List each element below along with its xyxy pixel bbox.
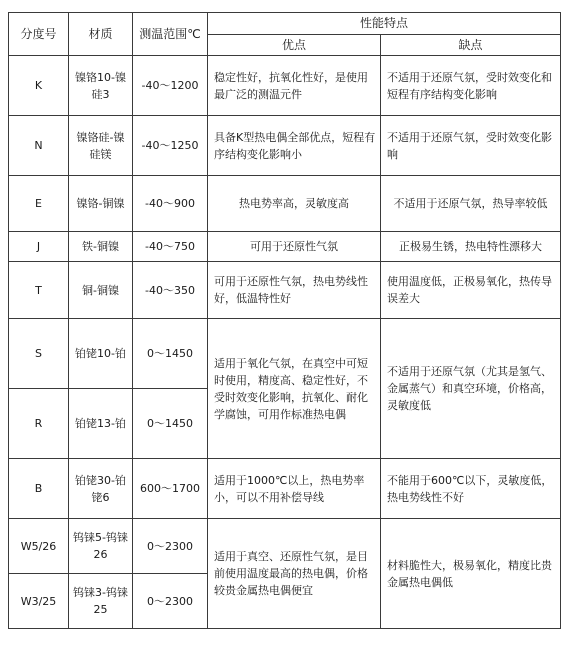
advantages-cell: 可用于还原性气氛 [208,232,381,262]
header-grade: 分度号 [9,13,69,56]
grade-cell: W5/26 [9,519,69,574]
material-cell: 钨铼3-钨铼25 [69,574,133,629]
header-disadvantages: 缺点 [381,35,561,56]
table-row [9,116,561,176]
grade-cell: E [9,176,69,232]
advantages-cell: 稳定性好，抗氧化性好，是使用最广泛的测温元件 [208,56,381,116]
range-cell: 0～2300 [133,574,208,629]
grade-cell: B [9,459,69,519]
disadvantages-cell: 使用温度低，正极易氧化，热传导误差大 [381,262,561,319]
table-row [9,232,561,262]
grade-cell: N [9,116,69,176]
table-row [9,56,561,116]
range-cell: -40～1200 [133,56,208,116]
material-cell: 铂铑10-铂 [69,319,133,389]
disadvantages-cell: 不适用于还原气氛，受时效变化和短程有序结构变化影响 [381,56,561,116]
header-advantages: 优点 [208,35,381,56]
advantages-cell: 具备K型热电偶全部优点，短程有序结构变化影响小 [208,116,381,176]
material-cell: 钨铼5-钨铼26 [69,519,133,574]
material-cell: 镍铬硅-镍硅镁 [69,116,133,176]
range-cell: -40～350 [133,262,208,319]
range-cell: -40～900 [133,176,208,232]
table-row [9,262,561,319]
header-range: 测温范围℃ [133,13,208,56]
table-row [9,459,561,519]
table-row [9,176,561,232]
disadvantages-cell: 正极易生锈，热电特性漂移大 [381,232,561,262]
material-cell: 镍铬-铜镍 [69,176,133,232]
material-cell: 铜-铜镍 [69,262,133,319]
disadvantages-cell: 不适用于还原气氛，受时效变化影响 [381,116,561,176]
header-performance: 性能特点 [208,13,561,35]
material-cell: 镍铬10-镍硅3 [69,56,133,116]
advantages-cell: 适用于氧化气氛，在真空中可短时使用，精度高、稳定性好，不受时效变化影响，抗氧化、耐化学腐蚀，可用作标准热电偶 [208,319,381,459]
material-cell: 铂铑13-铂 [69,389,133,459]
range-cell: 0～1450 [133,319,208,389]
material-cell: 铂铑30-铂铑6 [69,459,133,519]
advantages-cell: 可用于还原性气氛，热电势线性好，低温特性好 [208,262,381,319]
advantages-cell: 热电势率高，灵敏度高 [208,176,381,232]
disadvantages-cell: 不适用于还原气氛（尤其是氢气、金属蒸气）和真空环境，价格高，灵敏度低 [381,319,561,459]
advantages-cell: 适用于1000℃以上，热电势率小，可以不用补偿导线 [208,459,381,519]
grade-cell: J [9,232,69,262]
grade-cell: T [9,262,69,319]
disadvantages-cell: 不能用于600℃以下，灵敏度低，热电势线性不好 [381,459,561,519]
material-cell: 铁-铜镍 [69,232,133,262]
disadvantages-cell: 不适用于还原气氛，热导率较低 [381,176,561,232]
range-cell: 600～1700 [133,459,208,519]
advantages-cell: 适用于真空、还原性气氛，是目前使用温度最高的热电偶，价格较贵金属热电偶便宜 [208,519,381,629]
table-row [9,519,561,574]
thermocouple-spec-table [8,12,561,629]
grade-cell: S [9,319,69,389]
grade-cell: W3/25 [9,574,69,629]
range-cell: -40～750 [133,232,208,262]
grade-cell: K [9,56,69,116]
table-row [9,319,561,389]
header-material: 材质 [69,13,133,56]
grade-cell: R [9,389,69,459]
range-cell: 0～1450 [133,389,208,459]
disadvantages-cell: 材料脆性大，极易氧化，精度比贵金属热电偶低 [381,519,561,629]
range-cell: -40～1250 [133,116,208,176]
range-cell: 0～2300 [133,519,208,574]
